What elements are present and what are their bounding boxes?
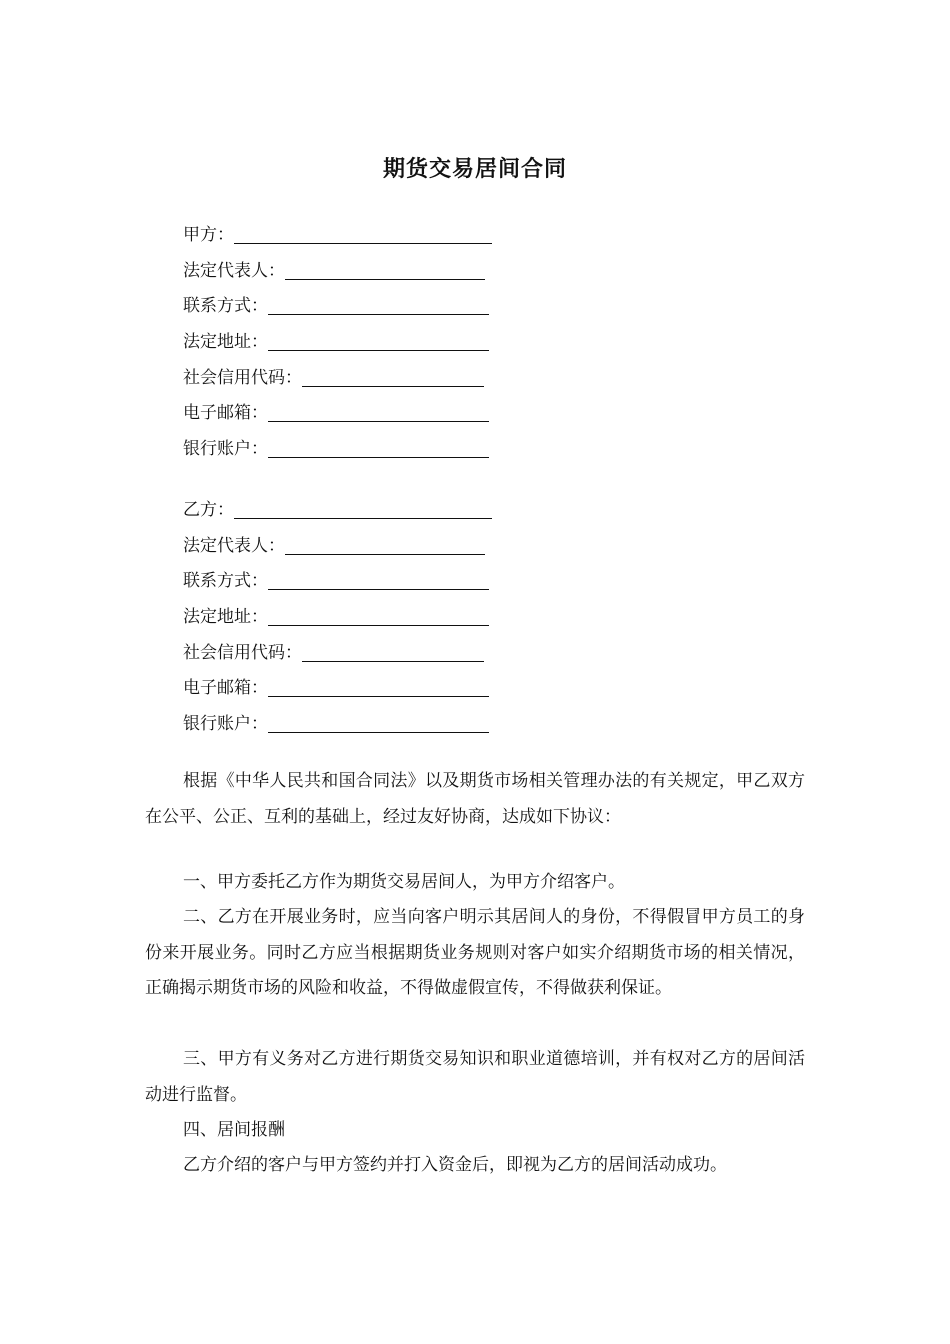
- blank-line: [268, 401, 489, 422]
- party-a-credit-code-field: [183, 363, 484, 389]
- field-label: 法定地址：: [183, 607, 268, 627]
- party-a-contact-field: [183, 291, 489, 317]
- blank-line: [234, 498, 492, 519]
- party-a-name-field: [183, 220, 492, 246]
- field-label: 电子邮箱：: [183, 403, 268, 423]
- preamble-paragraph: 根据《中华人民共和国合同法》以及期货市场相关管理办法的有关规定，甲乙双方在公平、公正、互利的基础上，经过友好协商，达成如下协议：: [145, 771, 805, 827]
- blank-line: [268, 712, 489, 733]
- field-label: 社会信用代码：: [183, 368, 302, 388]
- field-label: 甲方：: [183, 225, 234, 245]
- field-label: 社会信用代码：: [183, 643, 302, 663]
- blank-line: [268, 294, 489, 315]
- blank-line: [268, 437, 489, 458]
- party-a-bank-account-field: [183, 434, 489, 460]
- blank-line: [268, 569, 489, 590]
- party-b-email-field: [183, 673, 489, 699]
- field-label: 法定代表人：: [183, 261, 285, 281]
- blank-line: [234, 223, 492, 244]
- blank-line: [268, 330, 489, 351]
- clause-1-paragraph: 一、甲方委托乙方作为期货交易居间人，为甲方介绍客户。: [183, 872, 625, 892]
- party-b-representative-field: [183, 531, 485, 557]
- party-a-address-field: [183, 327, 489, 353]
- field-label: 法定地址：: [183, 332, 268, 352]
- field-label: 联系方式：: [183, 296, 268, 316]
- document-title: 期货交易居间合同: [382, 157, 567, 182]
- party-b-credit-code-field: [183, 638, 484, 664]
- party-a-email-field: [183, 398, 489, 424]
- party-b-contact-field: [183, 566, 489, 592]
- field-label: 银行账户：: [183, 439, 268, 459]
- field-label: 联系方式：: [183, 571, 268, 591]
- field-label: 电子邮箱：: [183, 678, 268, 698]
- blank-line: [302, 641, 484, 662]
- party-b-bank-account-field: [183, 709, 489, 735]
- field-label: 法定代表人：: [183, 536, 285, 556]
- party-a-representative-field: [183, 256, 485, 282]
- blank-line: [302, 366, 484, 387]
- party-b-address-field: [183, 602, 489, 628]
- clause-4-heading: 四、居间报酬: [183, 1120, 285, 1140]
- blank-line: [285, 534, 485, 555]
- field-label: 乙方：: [183, 500, 234, 520]
- clause-2-paragraph: 二、乙方在开展业务时，应当向客户明示其居间人的身份，不得假冒甲方员工的身份来开展业务。同时乙方应当根据期货业务规则对客户如实介绍期货市场的相关情况，正确揭示期货市场的风险和收益，不得做虚假宣传，不得做获利保证。: [145, 907, 805, 998]
- field-label: 银行账户：: [183, 714, 268, 734]
- blank-line: [268, 605, 489, 626]
- clause-4-paragraph: 乙方介绍的客户与甲方签约并打入资金后，即视为乙方的居间活动成功。: [183, 1155, 727, 1175]
- clause-3-paragraph: 三、甲方有义务对乙方进行期货交易知识和职业道德培训，并有权对乙方的居间活动进行监督。: [145, 1049, 805, 1105]
- party-b-name-field: [183, 495, 492, 521]
- blank-line: [285, 259, 485, 280]
- blank-line: [268, 676, 489, 697]
